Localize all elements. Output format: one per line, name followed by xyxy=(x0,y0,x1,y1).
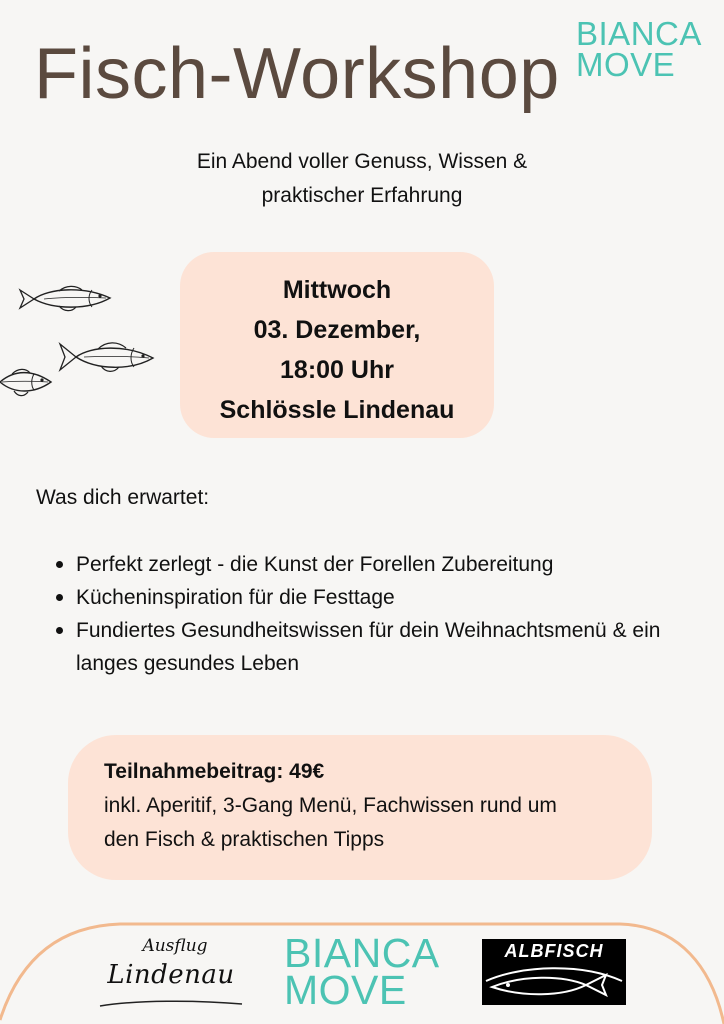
lindenau-big-text: Lindenau xyxy=(107,960,235,990)
page-title: Fisch-Workshop xyxy=(34,34,560,114)
albfisch-text: ALBFISCH xyxy=(504,941,604,961)
subtitle xyxy=(0,145,724,213)
footer-logo-line-2: MOVE xyxy=(284,967,407,1013)
bianca-move-logo xyxy=(576,15,702,83)
event-details-box xyxy=(180,252,494,438)
footer-logo-line-1: BIANCA xyxy=(284,930,440,976)
event-date: 03. Dezember, xyxy=(253,316,421,344)
albfisch-logo xyxy=(482,939,626,1005)
price-box xyxy=(68,735,652,880)
list-item: Kücheninspiration für die Festtage xyxy=(76,581,706,614)
list-item: Fundiertes Gesundheitswissen für dein Weihnachtsmenü & ein langes gesundes Leben xyxy=(76,614,706,680)
list-item: Perfekt zerlegt - die Kunst der Forellen Zubereitung xyxy=(76,548,706,581)
event-location: Schlössle Lindenau xyxy=(219,396,455,424)
event-time: 18:00 Uhr xyxy=(280,356,394,384)
expect-heading: Was dich erwartet: xyxy=(36,486,210,509)
ausflug-lindenau-logo xyxy=(96,936,246,1010)
price-label: Teilnahmebeitrag: 49€ xyxy=(104,760,325,783)
event-day: Mittwoch xyxy=(282,276,392,304)
bianca-move-footer-logo xyxy=(284,930,440,1013)
fish-icon xyxy=(14,282,114,316)
logo-line-1: BIANCA xyxy=(576,15,702,52)
lindenau-small-text: Ausflug xyxy=(142,936,208,956)
albfisch-fish-icon xyxy=(482,959,626,1005)
logo-line-2: MOVE xyxy=(576,46,676,83)
fish-icon xyxy=(0,364,54,400)
price-line-2: den Fisch & praktischen Tipps xyxy=(104,828,385,851)
lindenau-swoosh-icon xyxy=(96,996,246,1010)
subtitle-line-1: Ein Abend voller Genuss, Wissen & xyxy=(196,150,528,173)
price-line-1: inkl. Aperitif, 3-Gang Menü, Fachwissen rund um xyxy=(104,794,557,817)
fish-icon xyxy=(56,338,156,378)
subtitle-line-2: praktischer Erfahrung xyxy=(261,184,463,207)
feature-list xyxy=(76,548,706,680)
